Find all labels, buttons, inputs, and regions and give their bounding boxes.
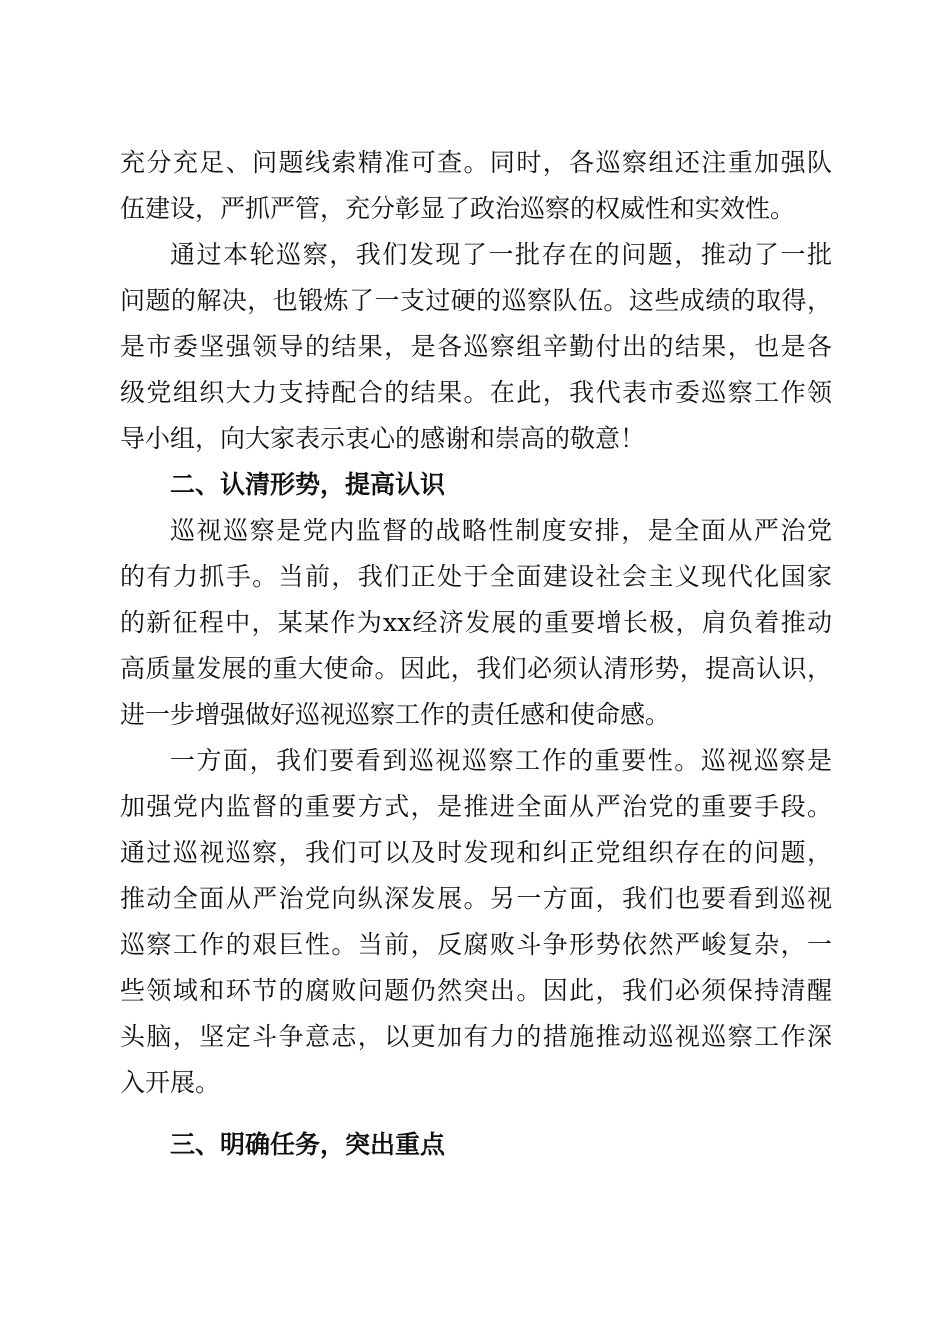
text-line: 通过本轮巡察，我们发现了一批存在的问题，推动了一批 [170,240,832,269]
section-heading: 三、明确任务，突出重点 [170,1130,446,1159]
text-line: 巡察工作的艰巨性。当前，反腐败斗争形势依然严峻复杂，一 [120,930,832,959]
text-line: 的有力抓手。当前，我们正处于全面建设社会主义现代化国家 [120,562,832,591]
paragraph [120,232,832,462]
text-line: 入开展。 [120,1068,221,1097]
text-line: 巡视巡察是党内监督的战略性制度安排，是全面从严治党 [170,516,832,545]
spacer [120,1106,832,1122]
text-line: 通过巡视巡察，我们可以及时发现和纠正党组织存在的问题， [120,838,832,867]
section-heading: 二、认清形势，提高认识 [170,470,446,499]
text-line: 些领域和环节的腐败问题仍然突出。因此，我们必须保持清醒 [120,976,832,1005]
paragraph [120,738,832,1106]
document-body [120,140,832,1168]
text-line: 推动全面从严治党向纵深发展。另一方面，我们也要看到巡视 [120,884,832,913]
paragraph [120,508,832,738]
text-line: 导小组，向大家表示衷心的感谢和崇高的敬意！ [120,424,646,453]
text-line: 伍建设，严抓严管，充分彰显了政治巡察的权威性和实效性。 [120,194,796,223]
text-line: 头脑，坚定斗争意志，以更加有力的措施推动巡视巡察工作深 [120,1022,832,1051]
text-line: 高质量发展的重大使命。因此，我们必须认清形势，提高认识， [120,654,832,683]
text-line: 一方面，我们要看到巡视巡察工作的重要性。巡视巡察是 [170,746,832,775]
text-line: 的新征程中，某某作为xx经济发展的重要增长极，肩负着推动 [120,608,832,637]
text-line: 问题的解决，也锻炼了一支过硬的巡察队伍。这些成绩的取得， [120,286,832,315]
text-line: 加强党内监督的重要方式，是推进全面从严治党的重要手段。 [120,792,832,821]
text-line: 进一步增强做好巡视巡察工作的责任感和使命感。 [120,700,671,729]
text-line: 是市委坚强领导的结果，是各巡察组辛勤付出的结果，也是各 [120,332,832,361]
text-line: 充分充足、问题线索精准可查。同时，各巡察组还注重加强队 [120,148,832,177]
text-line: 级党组织大力支持配合的结果。在此，我代表市委巡察工作领 [120,378,832,407]
paragraph [120,140,832,232]
